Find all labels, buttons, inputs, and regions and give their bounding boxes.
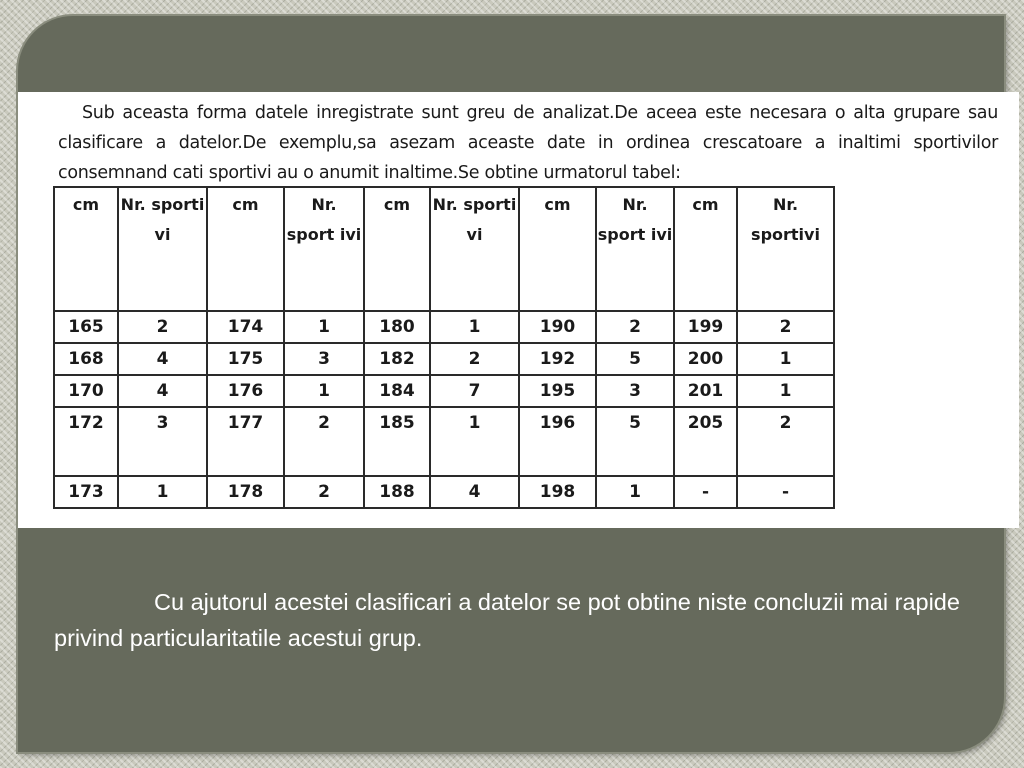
table-cell: 2 [737, 407, 834, 476]
table-cell: 1 [284, 311, 364, 343]
table-cell: 168 [54, 343, 118, 375]
table-cell: 1 [284, 375, 364, 407]
table-row [54, 407, 834, 476]
table-cell: 7 [430, 375, 519, 407]
table-cell: 172 [54, 407, 118, 476]
header-cell: Nr. sporti vi [118, 187, 207, 311]
table-cell: 2 [430, 343, 519, 375]
table-cell: 2 [596, 311, 674, 343]
header-cell: cm [54, 187, 118, 311]
header-cell: Nr. sport ivi [596, 187, 674, 311]
table-cell: 3 [596, 375, 674, 407]
header-cell: Nr. sporti vi [430, 187, 519, 311]
table-cell: 196 [519, 407, 596, 476]
table-header-row [54, 187, 834, 311]
header-cell: cm [519, 187, 596, 311]
table-cell: 2 [284, 476, 364, 508]
table-cell: 3 [118, 407, 207, 476]
table-cell: 175 [207, 343, 284, 375]
table-row [54, 311, 834, 343]
table-cell: 3 [284, 343, 364, 375]
table-cell: 180 [364, 311, 430, 343]
table-cell: - [674, 476, 737, 508]
table-row [54, 343, 834, 375]
table-cell: 182 [364, 343, 430, 375]
table-cell: 165 [54, 311, 118, 343]
table-heading: Sub aceasta forma datele inregistrate sunt greu de analizat.De aceea este necesara o alta grupare sau clasificare a datelor.De exemplu,sa asezam aceaste date in ordinea crescatoare a inaltimi sportivilor consemnand cati sportivi au o anumit inaltime.Se obtine urmatorul tabel: [58, 103, 998, 183]
table-cell: 201 [674, 375, 737, 407]
table-cell: 2 [284, 407, 364, 476]
table-cell: 200 [674, 343, 737, 375]
slide-panel [18, 16, 1004, 752]
table-cell: 199 [674, 311, 737, 343]
table-cell: 1 [737, 375, 834, 407]
table-cell: 170 [54, 375, 118, 407]
table-row [54, 476, 834, 508]
table-cell: 5 [596, 407, 674, 476]
table-cell: 1 [430, 311, 519, 343]
table-cell: 195 [519, 375, 596, 407]
header-cell: cm [364, 187, 430, 311]
table-cell: 4 [430, 476, 519, 508]
table-cell: 184 [364, 375, 430, 407]
table-cell: 190 [519, 311, 596, 343]
table-cell: 178 [207, 476, 284, 508]
table-cell: 1 [596, 476, 674, 508]
table-cell: 2 [118, 311, 207, 343]
table-cell: 205 [674, 407, 737, 476]
header-cell: cm [674, 187, 737, 311]
table-cell: 185 [364, 407, 430, 476]
table-cell: 4 [118, 343, 207, 375]
table-cell: 176 [207, 375, 284, 407]
header-cell: Nr. sport ivi [284, 187, 364, 311]
table-cell: 174 [207, 311, 284, 343]
table-cell: 4 [118, 375, 207, 407]
table-cell: 173 [54, 476, 118, 508]
table-cell: - [737, 476, 834, 508]
table-cell: 1 [430, 407, 519, 476]
conclusion-text: Cu ajutorul acestei clasificari a datelor se pot obtine niste concluzii mai rapide privind particularitatile acestui grup. [54, 589, 960, 651]
table-row [54, 375, 834, 407]
table-cell: 1 [118, 476, 207, 508]
table-cell: 2 [737, 311, 834, 343]
table-cell: 5 [596, 343, 674, 375]
table-cell: 188 [364, 476, 430, 508]
table-cell: 192 [519, 343, 596, 375]
table-cell: 198 [519, 476, 596, 508]
table-cell: 1 [737, 343, 834, 375]
frequency-table [53, 186, 835, 509]
header-cell: cm [207, 187, 284, 311]
header-cell: Nr. sportivi [737, 187, 834, 311]
table-cell: 177 [207, 407, 284, 476]
table-image [18, 92, 1019, 528]
